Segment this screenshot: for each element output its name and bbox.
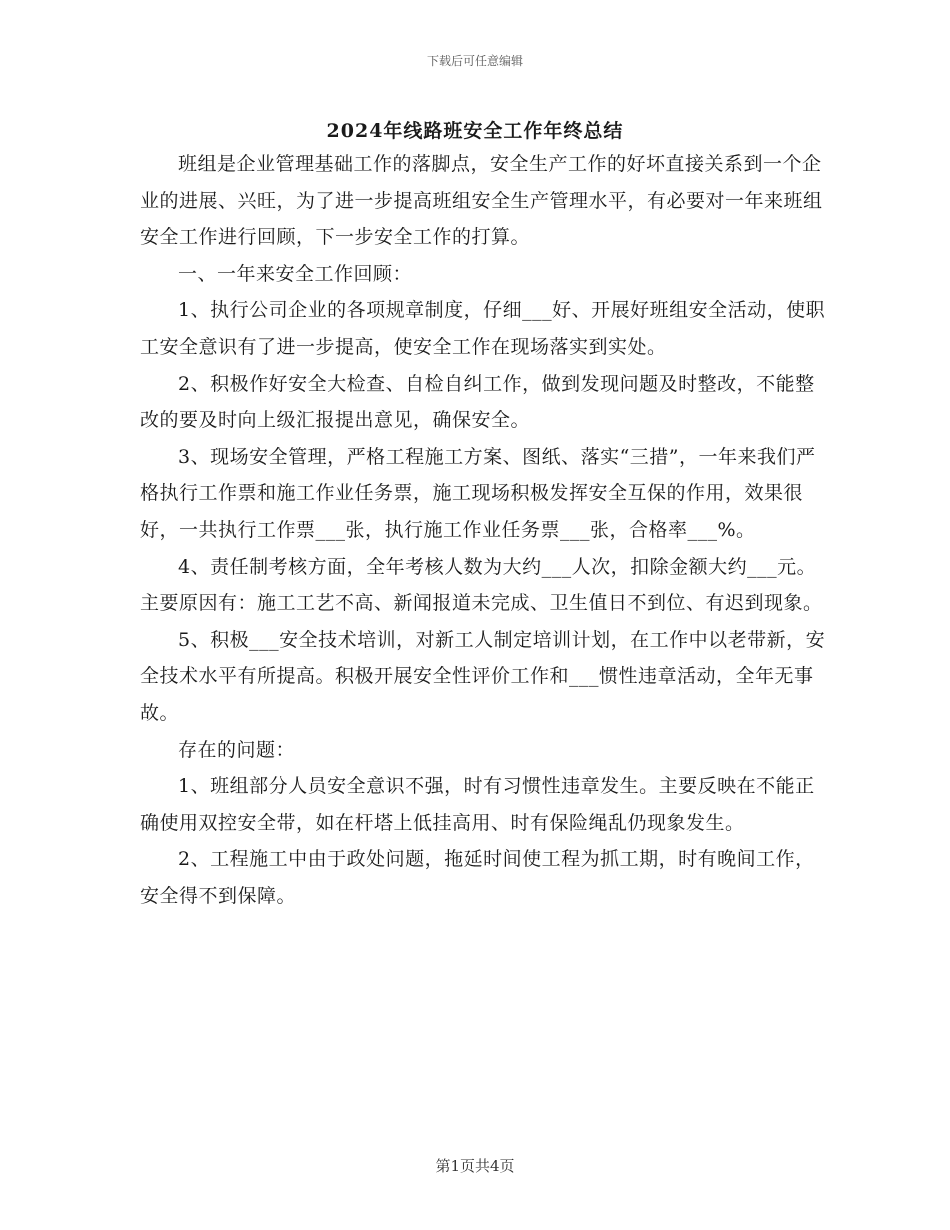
paragraph: 4、责任制考核方面，全年考核人数为大约___人次，扣除金额大约___元。主要原因有：施工工艺不高、新闻报道未完成、卫生值日不到位、有迟到现象。: [140, 555, 823, 615]
paragraph: 2、工程施工中由于政处问题，拖延时间使工程为抓工期，时有晚间工作，安全得不到保障。: [140, 848, 815, 907]
header-note: 下载后可任意编辑: [426, 54, 523, 68]
section-heading: 存在的问题：: [178, 738, 296, 761]
section-heading: 一、一年来安全工作回顾：: [178, 262, 413, 285]
paragraph: 1、执行公司企业的各项规章制度，仔细___好、开展好班组安全活动，使职工安全意识有了进一步提高，使安全工作在现场落实到实处。: [140, 299, 826, 358]
paragraph: 5、积极___安全技术培训，对新工人制定培训计划，在工作中以老带新，安全技术水平有所提高。积极开展安全性评价工作和___惯性违章活动，全年无事故。: [140, 628, 826, 724]
paragraph: 1、班组部分人员安全意识不强，时有习惯性违章发生。主要反映在不能正确使用双控安全带，如在杆塔上低挂高用、时有保险绳乱仍现象发生。: [140, 775, 815, 834]
paragraph: 班组是企业管理基础工作的落脚点，安全生产工作的好坏直接关系到一个企业的进展、兴旺，为了进一步提高班组安全生产管理水平，有必要对一年来班组安全工作进行回顾，下一步安全工作的打算。: [140, 153, 823, 249]
paragraph: 3、现场安全管理，严格工程施工方案、图纸、落实“三措”，一年来我们严格执行工作票和施工作业任务票，施工现场积极发挥安全互保的作用，效果很好，一共执行工作票___张，执行施工作业任务票___张，合格率___%。: [140, 445, 816, 541]
page-footer: 第1页共4页: [435, 1157, 515, 1175]
document-title: 2024年线路班安全工作年终总结: [326, 120, 624, 142]
paragraph: 2、积极作好安全大检查、自检自纠工作，做到发现问题及时整改，不能整改的要及时向上级汇报提出意见，确保安全。: [140, 372, 815, 432]
document-body: [140, 146, 830, 914]
